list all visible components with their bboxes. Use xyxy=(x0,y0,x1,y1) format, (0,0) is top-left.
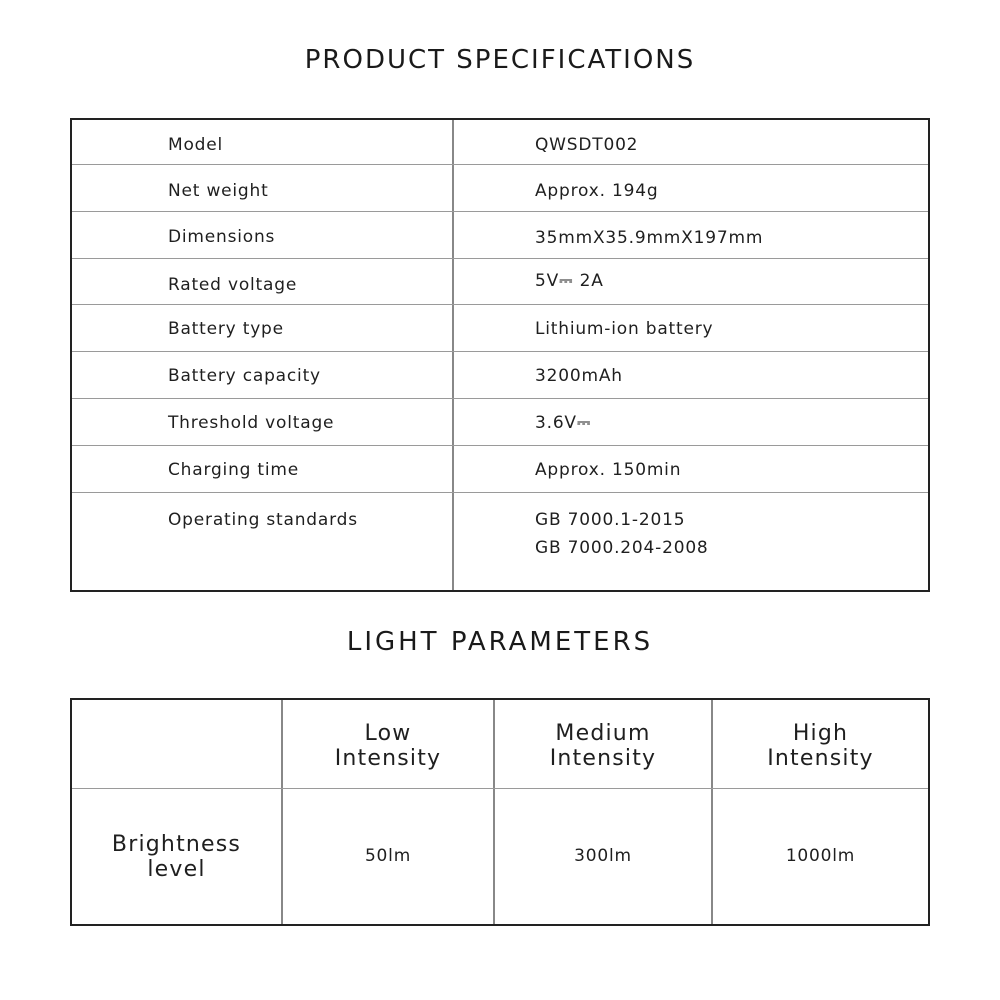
column-header-low xyxy=(283,716,493,776)
row-header-brightness xyxy=(72,789,281,924)
spec-row-battery-capacity xyxy=(72,352,928,399)
spec-row-charging-time xyxy=(72,446,928,493)
spec-label: Threshold voltage xyxy=(168,413,335,433)
spec-row-threshold-voltage xyxy=(72,399,928,446)
spec-row-battery-type xyxy=(72,305,928,352)
brightness-low-value: 50lm xyxy=(364,845,412,866)
column-header-high xyxy=(713,716,928,776)
spec-label: Battery capacity xyxy=(168,366,321,386)
column-header-line: Intensity xyxy=(334,746,442,771)
spec-row-operating-standards xyxy=(72,493,928,590)
column-header-medium xyxy=(495,716,711,776)
spec-label: Rated voltage xyxy=(168,275,298,295)
column-header-line: High xyxy=(792,721,849,746)
spec-row-rated-voltage xyxy=(72,259,928,305)
brightness-medium-value: 300lm xyxy=(574,845,632,866)
spec-row-dimensions xyxy=(72,212,928,259)
spec-label: Net weight xyxy=(168,181,269,201)
spec-value: GB 7000.1-2015 xyxy=(535,510,686,530)
spec-heading: PRODUCT SPECIFICATIONS xyxy=(304,45,696,75)
spec-value: QWSDT002 xyxy=(535,135,639,155)
spec-label: Model xyxy=(168,135,224,155)
column-header-line: Intensity xyxy=(767,746,874,771)
spec-label: Dimensions xyxy=(168,227,276,247)
spec-row-net-weight xyxy=(72,165,928,212)
spec-label: Charging time xyxy=(168,460,300,480)
spec-value: Approx. 150min xyxy=(535,460,682,480)
brightness-high-value: 1000lm xyxy=(785,845,856,866)
light-parameters-table xyxy=(70,698,930,926)
spec-value: 35mmX35.9mmX197mm xyxy=(535,228,764,248)
light-heading: LIGHT PARAMETERS xyxy=(346,627,654,657)
row-header-line: level xyxy=(147,856,206,882)
spec-value: 3.6V⎓ xyxy=(535,413,592,433)
empty-corner-cell xyxy=(72,700,281,788)
spec-row-model xyxy=(72,120,928,165)
spec-value: 5V⎓ 2A xyxy=(535,271,604,291)
column-header-line: Low xyxy=(364,721,412,746)
spec-table xyxy=(70,118,930,592)
spec-label: Battery type xyxy=(168,319,284,339)
spec-value: 3200mAh xyxy=(535,366,623,386)
spec-value: Approx. 194g xyxy=(535,181,659,201)
column-header-line: Intensity xyxy=(549,746,657,771)
spec-label: Operating standards xyxy=(168,510,358,530)
spec-value: Lithium-ion battery xyxy=(535,319,714,339)
row-header-line: Brightness xyxy=(111,831,242,857)
column-header-line: Medium xyxy=(555,721,651,746)
spec-value-second-line: GB 7000.204-2008 xyxy=(535,538,709,558)
